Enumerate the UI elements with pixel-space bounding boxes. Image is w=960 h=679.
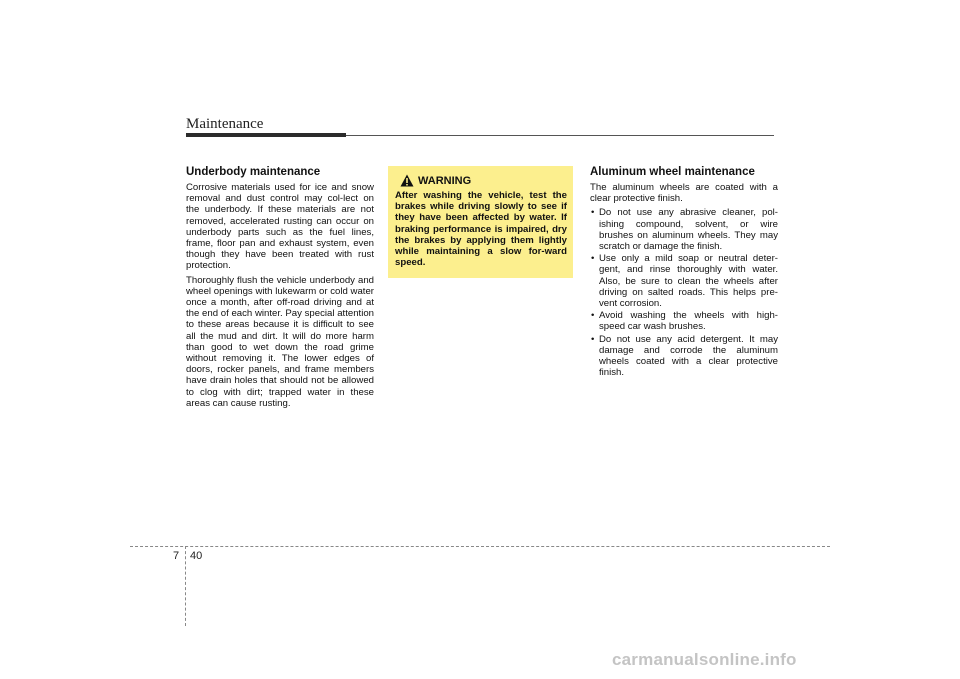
- warning-box: [388, 166, 573, 278]
- warning-triangle-icon: [400, 174, 414, 187]
- bullet-item: • Avoid washing the wheels with high-speed car wash brushes.: [590, 310, 778, 332]
- section-title: Maintenance: [186, 116, 264, 132]
- page-number: 40: [190, 550, 203, 562]
- footer-rule: [130, 546, 830, 547]
- aluminum-wheel-bullets: [590, 207, 778, 378]
- aluminum-wheel-heading: Aluminum wheel maintenance: [590, 166, 755, 178]
- aluminum-wheel-intro: The aluminum wheels are coated with a clear protective finish.: [590, 182, 778, 205]
- footer-divider: [185, 546, 186, 626]
- bullet-item: • Do not use any abrasive cleaner, pol-ishing compound, solvent, or wire brushes on aluminum wheels. They may scratch or damage the finish.: [590, 207, 778, 252]
- chapter-number: 7: [173, 550, 180, 562]
- bullet-item: • Use only a mild soap or neutral deter-gent, and rinse thoroughly with water. Also, be sure to clean the wheels after driving on salted roads. This helps pre-vent corrosion.: [590, 253, 778, 309]
- warning-title: WARNING: [418, 174, 472, 187]
- warning-header: [400, 174, 567, 187]
- underbody-paragraph-1: Corrosive materials used for ice and snow removal and dust control may col-lect on the underbody. If these materials are not removed, accelerated rusting can occur on underbody parts such as the fuel lines, frame, floor pan and exhaust system, even though they have been treated with rust protection.: [186, 182, 374, 272]
- header-rule: [346, 135, 774, 136]
- underbody-paragraph-2: Thoroughly flush the vehicle underbody and wheel openings with lukewarm or cold water once a month, after off-road driving and at the end of each winter. Pay special attention to these areas because it is difficult to see all the mud and dirt. It will do more harm than good to wet down the road grime without removing it. The lower edges of doors, rocker panels, and frame members have drain holes that should not be allowed to clog with dirt; trapped water in these areas can cause rusting.: [186, 274, 374, 409]
- warning-text: After washing the vehicle, test the brakes while driving slowly to see if they have been affected by water. If braking performance is impaired, dry the brakes by applying them lightly while maintaining a slow for-ward speed.: [395, 190, 567, 269]
- bullet-item: • Do not use any acid detergent. It may damage and corrode the aluminum wheels coated with a clear protective finish.: [590, 334, 778, 379]
- header-bar: [186, 133, 346, 137]
- underbody-heading: Underbody maintenance: [186, 166, 321, 178]
- watermark: carmanualsonline.info: [612, 650, 797, 669]
- aluminum-wheel-section: [590, 166, 778, 379]
- underbody-section: [186, 166, 374, 412]
